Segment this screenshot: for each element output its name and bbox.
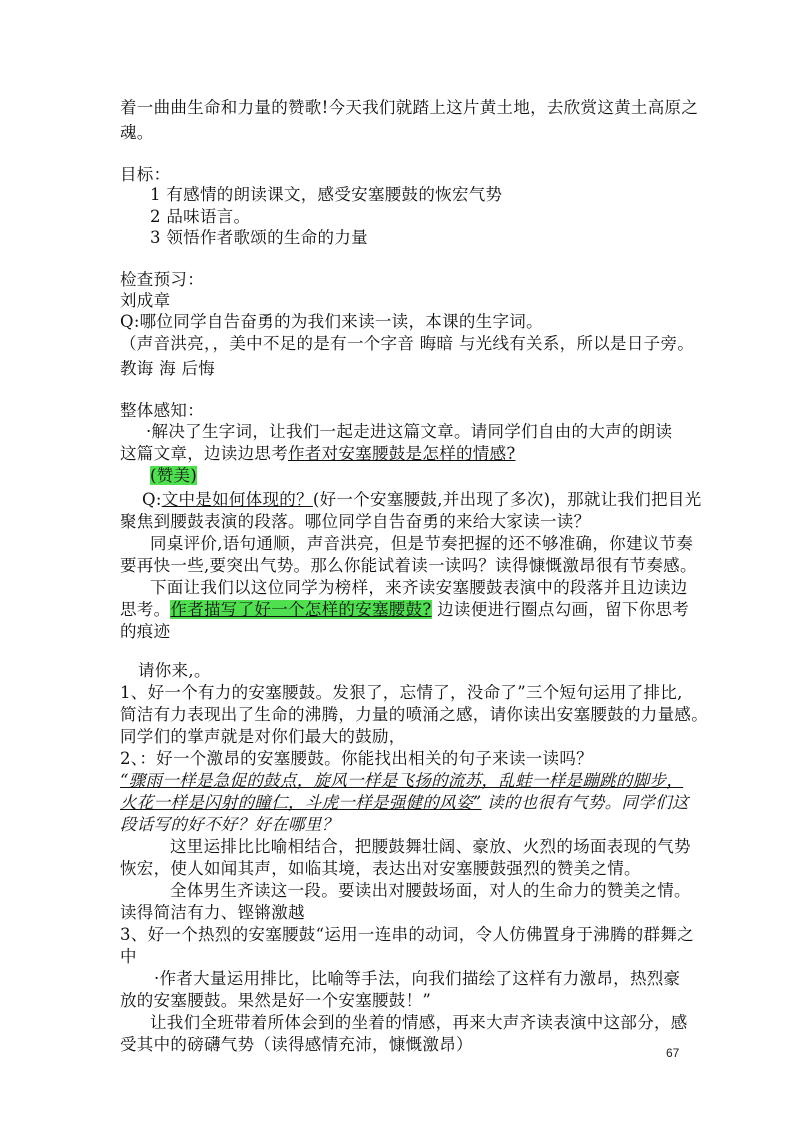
overall-heading: 整体感知： xyxy=(120,401,204,420)
paragraph-line: ·作者大量运用排比，比喻等手法，向我们描绘了这样有力激昂，热烈豪 xyxy=(154,969,681,988)
vocab-words: 教诲 海 后悔 xyxy=(120,359,216,378)
paragraph-line: 的痕迹 xyxy=(120,622,171,641)
feedback-text: （声音洪亮，，美中不足的是有一个字音 xyxy=(120,334,420,353)
text-run: 这篇文章，边读边思考 xyxy=(120,444,288,463)
paragraph-line: 2、：好一个激昂的安塞腰鼓。你能找出相关的句子来读一读吗？ xyxy=(120,749,593,768)
author-name: 刘成章 xyxy=(120,291,171,310)
quote-line: 段话写的好不好？好在哪里？ xyxy=(120,815,339,834)
goal-item: 3 领悟作者歌颂的生命的力量 xyxy=(150,228,368,247)
paragraph-line: 读得简洁有力、铿锵激越 xyxy=(120,903,305,922)
paragraph-line: 全体男生齐读这一段。要读出对腰鼓场面，对人的生命力的赞美之情。 xyxy=(170,881,691,900)
page-number: 67 xyxy=(666,1046,680,1060)
goals-heading: 目标： xyxy=(120,165,171,184)
underlined-quote: 火花一样是闪射的瞳仁，斗虎一样是强健的风姿” xyxy=(120,793,482,812)
paragraph-line: 下面让我们以这位同学为榜样，来齐读安塞腰鼓表演中的段落并且边读边 xyxy=(150,578,688,597)
intro-line: 魂。 xyxy=(120,123,154,142)
paragraph-line xyxy=(120,442,516,466)
paragraph-line: ·解决了生字词，让我们一起走进这篇文章。请同学们自由的大声的朗读 xyxy=(146,422,673,441)
underlined-question: 文中是如何体现的？ xyxy=(161,490,313,509)
text-run: Q: xyxy=(142,490,162,509)
paragraph-line: 要再快一些,要突出气势。那么你能试着读一读吗？读得慷慨激昂很有节奏感。 xyxy=(120,556,697,575)
paragraph-line: 1、好一个有力的安塞腰鼓。发狠了，忘情了，没命了”三个短句运用了排比, xyxy=(120,683,683,702)
paragraph-line: 聚焦到腰鼓表演的段落。哪位同学自告奋勇的来给大家读一读？ xyxy=(120,512,591,531)
paragraph-line: 这里运排比比喻相结合，把腰鼓舞壮阔、豪放、火烈的场面表现的气势 xyxy=(170,837,691,856)
highlighted-question: 作者描写了好一个怎样的安塞腰鼓? xyxy=(170,600,432,619)
paragraph-line: 受其中的磅礴气势（读得感情充沛，慷慨激昂） xyxy=(120,1035,473,1054)
underlined-question: 作者对安塞腰鼓是怎样的情感? xyxy=(288,444,516,463)
praise-tag xyxy=(150,464,197,488)
text-run: 思考。 xyxy=(120,600,171,619)
paragraph-line: 同桌评价,语句通顺，声音洪亮，但是节奏把握的还不够准确，你建议节奏 xyxy=(150,534,694,553)
underlined-quote: “骤雨一样是急促的鼓点，旋风一样是飞扬的流苏，乱蛙一样是蹦跳的脚步， xyxy=(120,771,684,790)
text-run: (好一个安塞腰鼓,并出现了多次)，那就让我们把目光 xyxy=(312,490,702,509)
quote-line xyxy=(120,791,689,815)
paragraph-line: 恢宏，使人如闻其声，如临其境，表达出对安塞腰鼓强烈的赞美之情。 xyxy=(120,859,641,878)
intro-line: 着一曲曲生命和力量的赞歌!今天我们就踏上这片黄土地，去欣赏这黄土高原之 xyxy=(120,98,699,117)
paragraph-line xyxy=(142,488,702,512)
preview-question: Q:哪位同学自告奋勇的为我们来读一读，本课的生字词。 xyxy=(120,312,543,331)
quote-line xyxy=(120,769,683,793)
paragraph-line: 放的安塞腰鼓。果然是好一个安塞腰鼓！” xyxy=(120,991,432,1010)
paragraph-line: 同学们的掌声就是对你们最大的鼓励， xyxy=(120,727,406,746)
paragraph-line: 让我们全班带着所体会到的坐着的情感，再来大声齐读表演中这部分，感 xyxy=(150,1013,688,1032)
goal-item: 1 有感情的朗读课文，感受安塞腰鼓的恢宏气势 xyxy=(150,185,503,204)
paragraph-line: 中 xyxy=(120,947,137,966)
text-run: 边读便进行圈点勾画，留下你思考 xyxy=(431,600,690,619)
invite-line: 请你来,。 xyxy=(138,661,211,680)
goal-item: 2 品味语言。 xyxy=(150,207,251,226)
paragraph-line: 3、好一个热烈的安塞腰鼓“运用一连串的动词，令人仿佛置身于沸腾的群舞之 xyxy=(120,925,694,944)
feedback-word: 晦暗 xyxy=(419,334,454,353)
feedback-text: 与光线有关系，所以是日子旁。 xyxy=(453,334,695,353)
highlighted-tag: (赞美) xyxy=(150,466,198,485)
paragraph-line xyxy=(120,598,689,622)
paragraph-line: 简洁有力表现出了生命的沸腾，力量的喷涌之感，请你读出安塞腰鼓的力量感。 xyxy=(120,705,708,724)
preview-heading: 检查预习： xyxy=(120,270,204,289)
preview-feedback xyxy=(120,332,694,356)
text-run: 读的也很有气势。同学们这 xyxy=(481,793,689,812)
